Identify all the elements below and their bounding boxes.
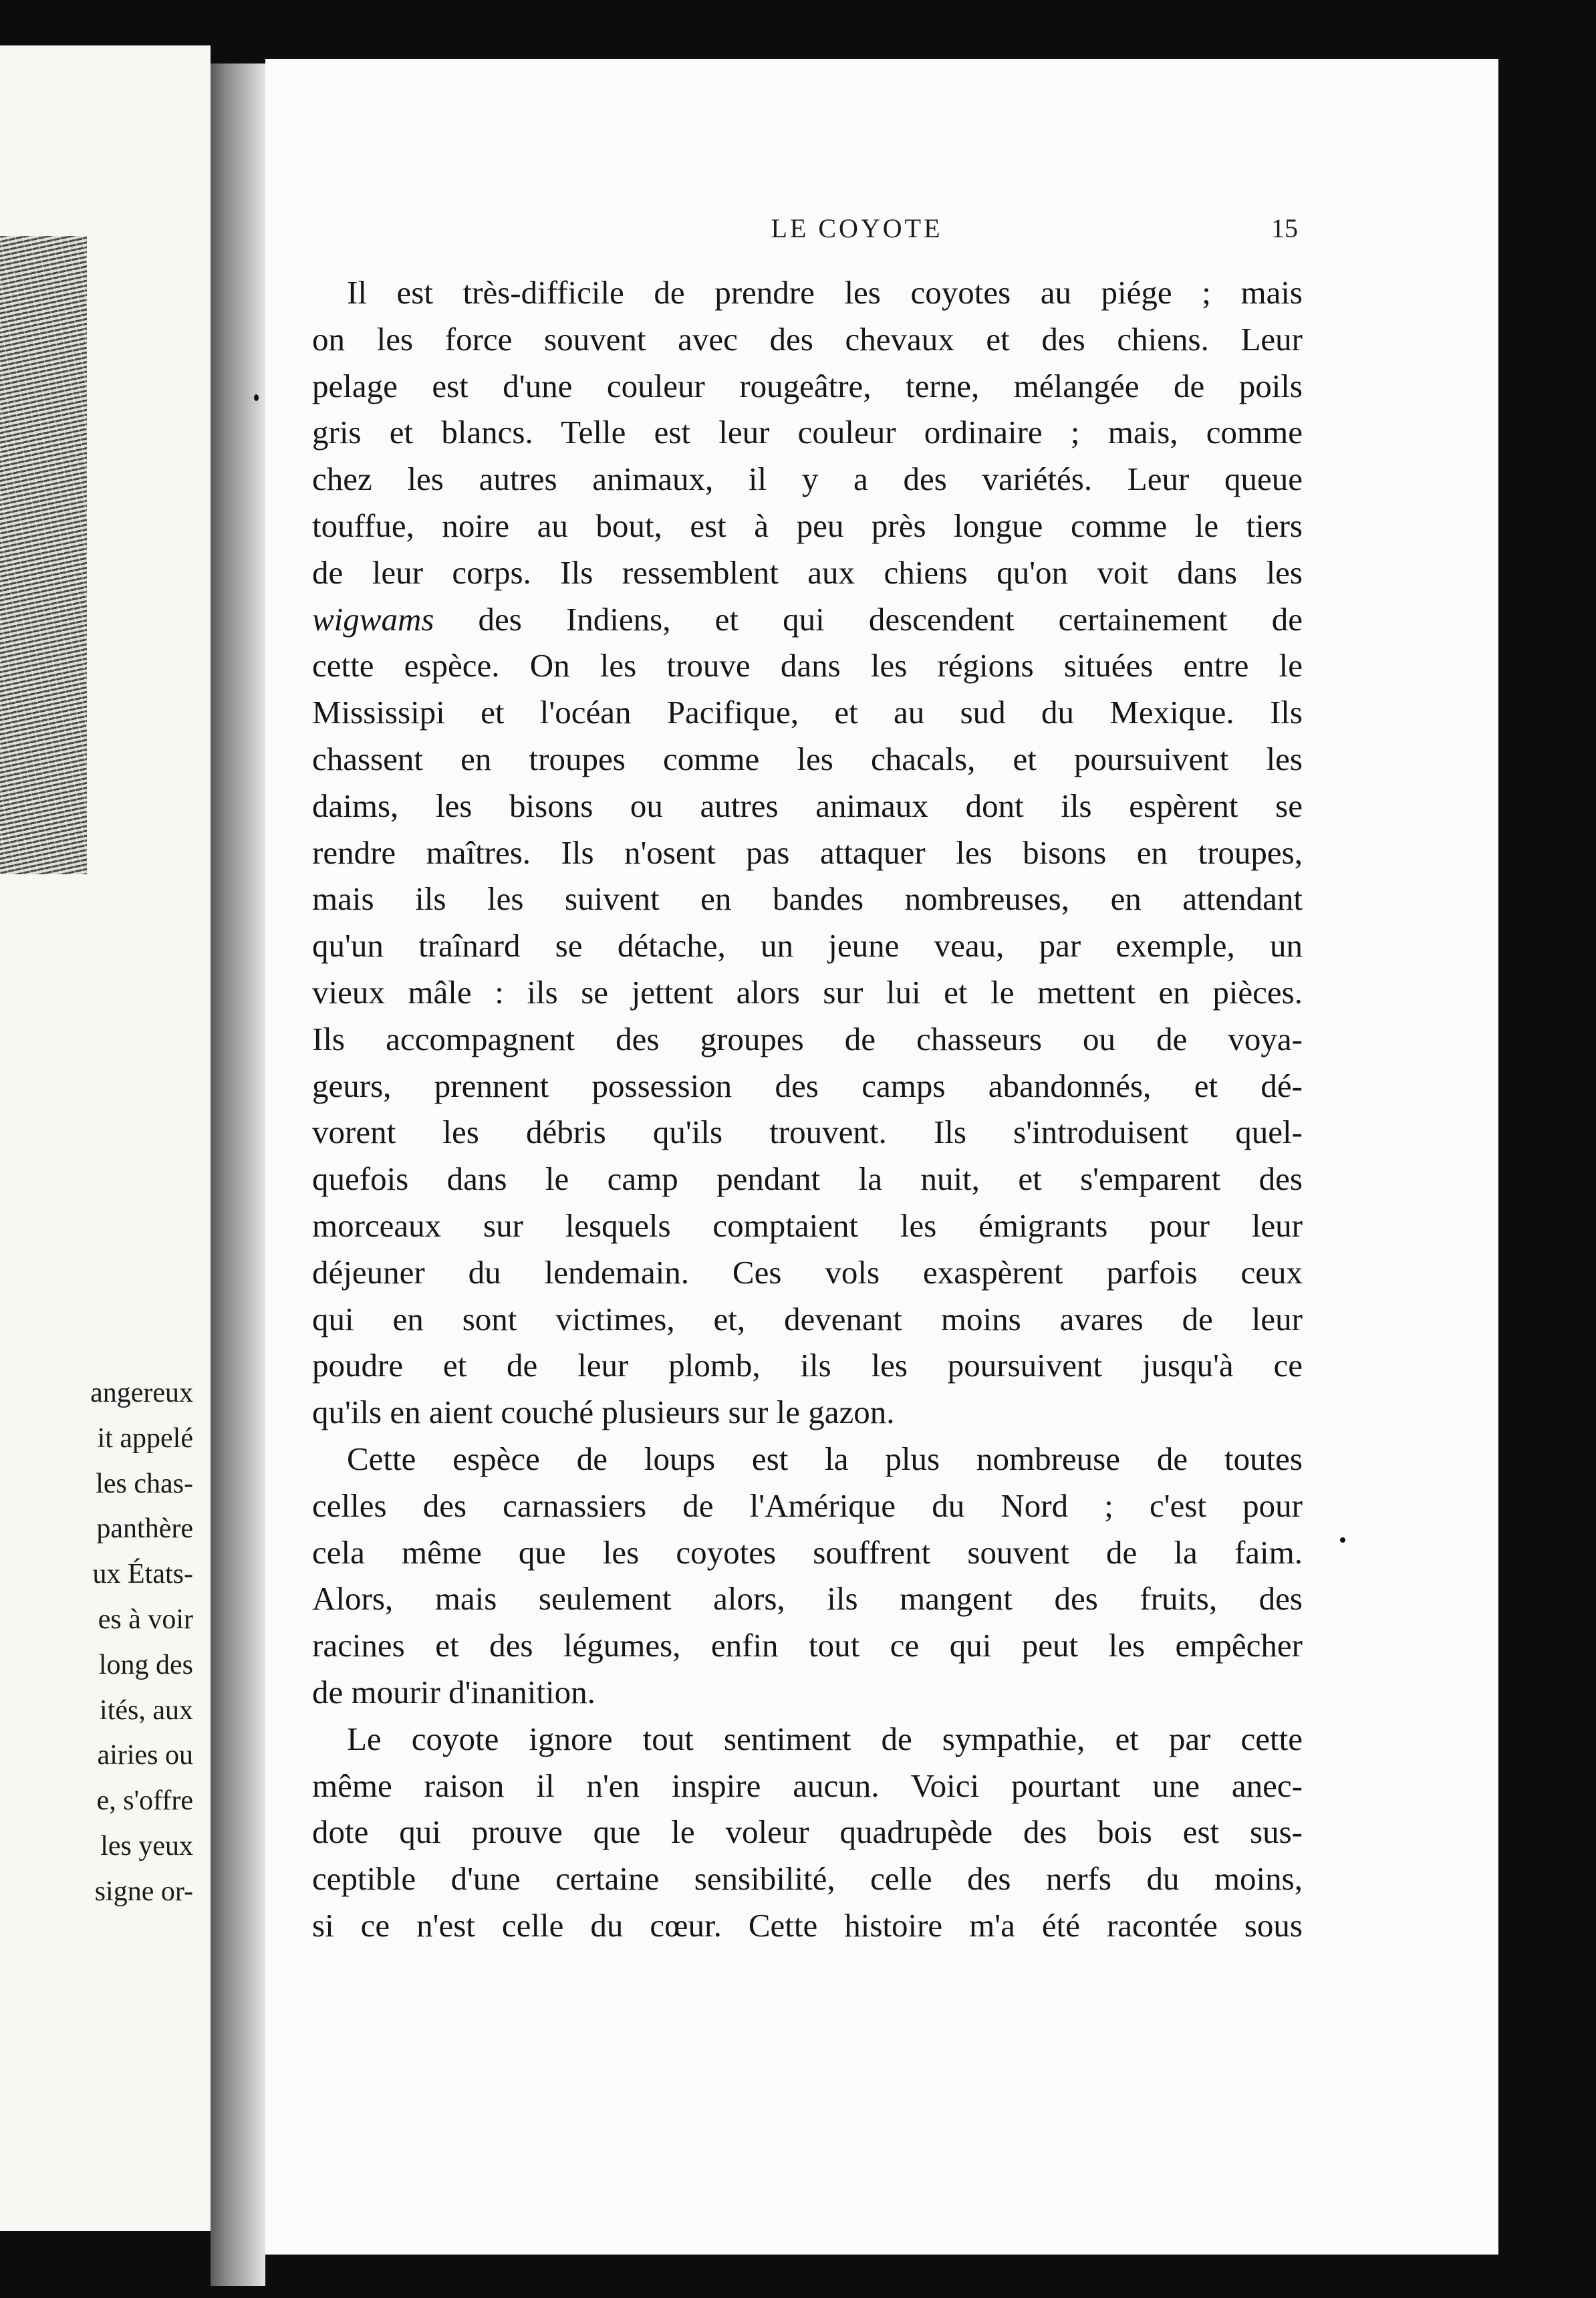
text-line: qui en sont victimes, et, devenant moins avares de leur <box>312 1300 1303 1337</box>
text-line: Cette espèce de loups est la plus nombreuse de toutes <box>347 1440 1303 1477</box>
text-line: quefois dans le camp pendant la nuit, et s'emparent des <box>312 1160 1303 1198</box>
text-line: cette espèce. On les trouve dans les régions situées entre le <box>312 647 1303 684</box>
text-line: rendre maîtres. Ils n'osent pas attaquer les bisons en troupes, <box>312 834 1303 871</box>
text-line: de mourir d'inanition. <box>312 1673 595 1710</box>
text-line: racines et des légumes, enfin tout ce qui peut les empêcher <box>312 1627 1303 1664</box>
text-line: qu'un traînard se détache, un jeune veau, par exemple, un <box>312 927 1303 965</box>
text-line: cela même que les coyotes souffrent souvent de la faim. <box>312 1533 1303 1571</box>
body-text <box>312 269 1303 1949</box>
left-page-text <box>6 1371 193 1915</box>
left-line: angereux <box>90 1378 193 1408</box>
left-line: e, s'offre <box>96 1785 193 1817</box>
left-line: ités, aux <box>100 1694 193 1726</box>
engraving-illustration <box>0 236 87 874</box>
left-line: panthère <box>96 1513 193 1545</box>
text-line: vorent les débris qu'ils trouvent. Ils s'introduisent quel- <box>312 1114 1303 1151</box>
left-line: airies ou <box>97 1740 193 1771</box>
text-line: on les force souvent avec des chevaux et des chiens. Leur <box>312 320 1303 358</box>
text-line: pelage est d'une couleur rougeâtre, terne, mélangée de poils <box>312 367 1303 404</box>
text-line: gris et blancs. Telle est leur couleur ordinaire ; mais, comme <box>312 414 1303 451</box>
running-head <box>265 213 1498 253</box>
left-page <box>0 45 211 2231</box>
text-line: si ce n'est celle du cœur. Cette histoire m'a été racontée sous <box>312 1906 1303 1944</box>
text-line: geurs, prennent possession des camps abandonnés, et dé- <box>312 1067 1303 1104</box>
text-line: vieux mâle : ils se jettent alors sur lui et le mettent en pièces. <box>312 973 1303 1011</box>
text-line: chez les autres animaux, il y a des variétés. Leur queue <box>312 461 1303 498</box>
book-page <box>265 59 1498 2255</box>
text-line: Ils accompagnent des groupes de chasseurs ou de voya- <box>312 1020 1303 1057</box>
text-line: Mississipi et l'océan Pacifique, et au sud du Mexique. Ils <box>312 694 1303 731</box>
left-line: es à voir <box>98 1604 193 1635</box>
text-line: daims, les bisons ou autres animaux dont ils espèrent se <box>312 787 1303 824</box>
text-line <box>312 596 1303 643</box>
text-line: morceaux sur lesquels comptaient les émigrants pour leur <box>312 1206 1303 1244</box>
page-number: 15 <box>1271 213 1298 243</box>
text-line: ceptible d'une certaine sensibilité, celle des nerfs du moins, <box>312 1860 1303 1898</box>
left-line: it appelé <box>97 1422 193 1454</box>
left-line: long des <box>98 1649 193 1680</box>
text-line: chassent en troupes comme les chacals, et poursuivent les <box>312 740 1303 777</box>
left-line: ux États- <box>92 1559 193 1590</box>
italic-word: wigwams <box>312 600 434 638</box>
text-line: Il est très-difficile de prendre les coyotes au piége ; mais <box>347 274 1303 311</box>
text-line: mais ils les suivent en bandes nombreuses, en attendant <box>312 880 1303 918</box>
text-line: déjeuner du lendemain. Ces vols exaspèrent parfois ceux <box>312 1253 1303 1291</box>
text-line: dote qui prouve que le voleur quadrupède des bois est sus- <box>312 1813 1303 1851</box>
text-line: poudre et de leur plomb, ils les poursuivent jusqu'à ce <box>312 1347 1303 1384</box>
text-line: de leur corps. Ils ressemblent aux chiens qu'on voit dans les <box>312 553 1303 591</box>
text-line: Alors, mais seulement alors, ils mangent des fruits, des <box>312 1580 1303 1618</box>
text-span: des Indiens, et qui descendent certainement de <box>434 600 1303 638</box>
text-line: Le coyote ignore tout sentiment de sympathie, et par cette <box>347 1720 1303 1757</box>
left-line: les yeux <box>100 1830 193 1862</box>
left-line: signe or- <box>94 1876 193 1907</box>
text-line: même raison il n'en inspire aucun. Voici pourtant une anec- <box>312 1767 1303 1804</box>
text-line: celles des carnassiers de l'Amérique du Nord ; c'est pour <box>312 1487 1303 1524</box>
text-line: qu'ils en aient couché plusieurs sur le gazon. <box>312 1394 895 1431</box>
text-line: touffue, noire au bout, est à peu près longue comme le tiers <box>312 507 1303 544</box>
scan-speck <box>254 394 259 401</box>
running-title: LE COYOTE <box>771 213 943 243</box>
scan-speck <box>1340 1537 1345 1543</box>
left-line: les chas- <box>96 1468 193 1499</box>
